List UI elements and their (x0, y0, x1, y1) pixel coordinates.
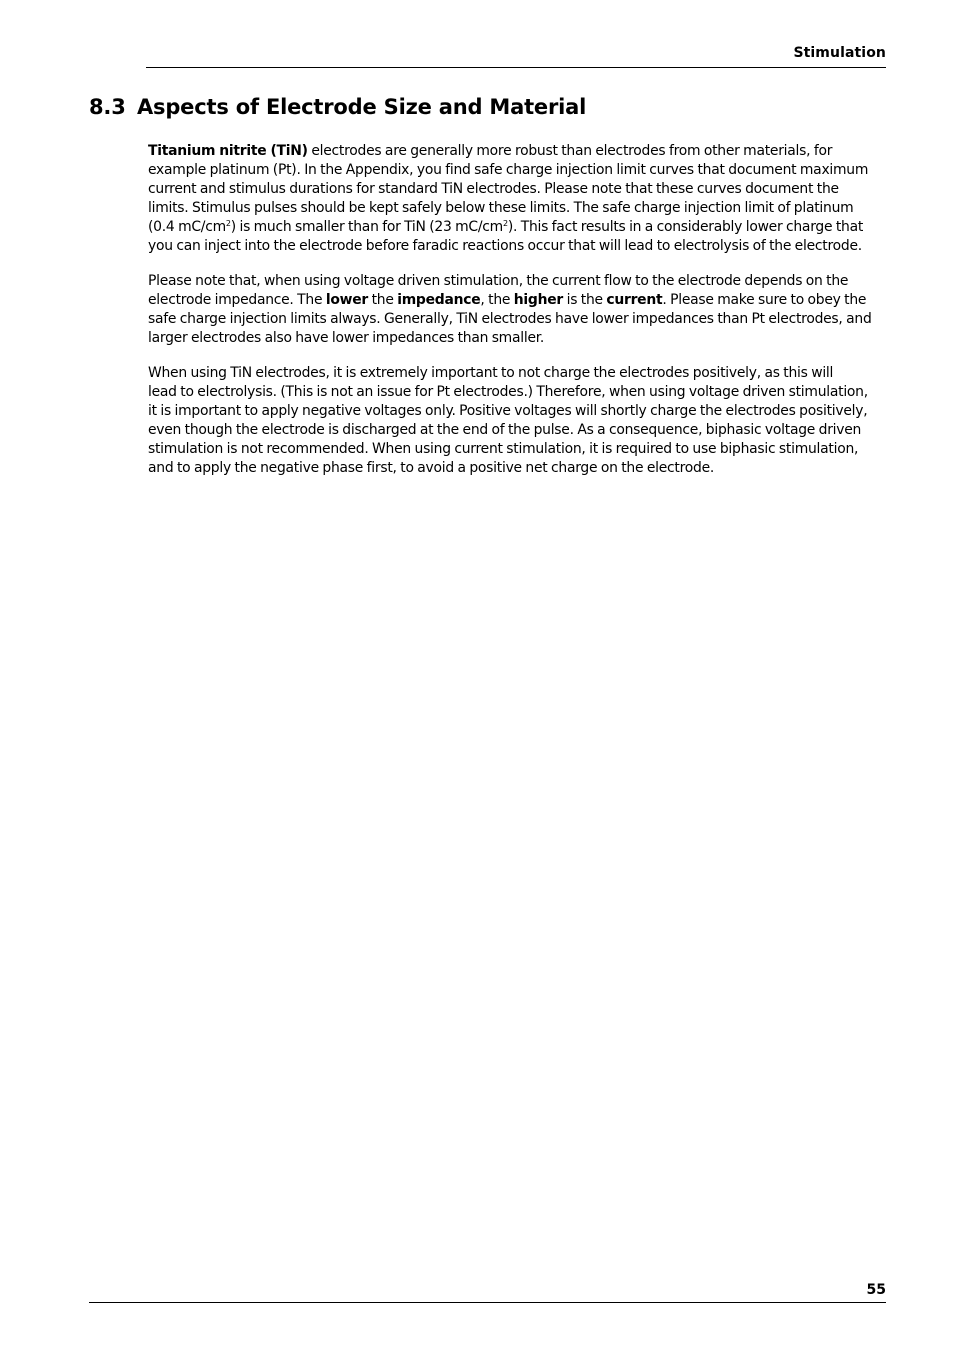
section-title: Aspects of Electrode Size and Material (137, 95, 587, 119)
text-line: current and stimulus durations for standard TiN electrodes. Please note that these curves document the (148, 181, 839, 197)
footer-divider (89, 1302, 886, 1303)
text-line: you can inject into the electrode before faradic reactions occur that will lead to electrolysis of the electrode. (148, 238, 862, 254)
text-line (148, 218, 888, 237)
section-number: 8.3 (89, 95, 126, 119)
text-line: even though the electrode is discharged at the end of the pulse. As a consequence, biphasic voltage driven (148, 422, 862, 438)
text-run: . Please make sure to obey the (662, 292, 867, 308)
text-run: , the (480, 292, 514, 308)
text-line: example platinum (Pt). In the Appendix, you find safe charge injection limit curves that document maximum (148, 162, 869, 178)
paragraph-impedance (148, 272, 888, 348)
text-run: is the (563, 292, 607, 308)
section-heading (89, 95, 586, 119)
text-run: electrodes are generally more robust than electrodes from other materials, for (307, 143, 833, 159)
text-line: limits. Stimulus pulses should be kept safely below these limits. The safe charge injection limit of platinum (148, 200, 854, 216)
text-line: stimulation is not recommended. When using current stimulation, it is required to use biphasic stimulation, (148, 441, 859, 457)
bold-term: Titanium nitrite (TiN) (148, 143, 308, 159)
text-line: larger electrodes also have lower impedances than smaller. (148, 330, 545, 346)
header-divider (146, 67, 886, 68)
body-text (148, 142, 888, 494)
page-number: 55 (866, 1282, 886, 1298)
text-line: and to apply the negative phase first, to avoid a positive net charge on the electrode. (148, 460, 715, 476)
text-line (148, 142, 888, 161)
text-line (148, 291, 888, 310)
bold-term: current (606, 292, 663, 308)
running-header: Stimulation (793, 45, 886, 61)
text-run: (0.4 mC/cm (148, 219, 226, 235)
text-run: electrode impedance. The (148, 292, 326, 308)
text-run: ). This fact results in a considerably lower charge that (507, 219, 864, 235)
bold-term: impedance (397, 292, 481, 308)
superscript: 2 (225, 219, 231, 228)
superscript: 2 (502, 219, 508, 228)
bold-term: lower (325, 292, 368, 308)
text-line: When using TiN electrodes, it is extremely important to not charge the electrodes positively, as this will (148, 365, 834, 381)
text-line: Please note that, when using voltage driven stimulation, the current flow to the electrode depends on the (148, 273, 849, 289)
paragraph-tin-charge (148, 364, 888, 478)
text-line: safe charge injection limits always. Generally, TiN electrodes have lower impedances than Pt electrodes, and (148, 311, 872, 327)
text-line: lead to electrolysis. (This is not an issue for Pt electrodes.) Therefore, when using voltage driven stimulation, (148, 384, 868, 400)
text-run: the (368, 292, 398, 308)
bold-term: higher (513, 292, 564, 308)
text-line: it is important to apply negative voltages only. Positive voltages will shortly charge the electrodes positively, (148, 403, 868, 419)
text-run: ) is much smaller than for TiN (23 mC/cm (230, 219, 503, 235)
paragraph-titanium-nitrite (148, 142, 888, 256)
